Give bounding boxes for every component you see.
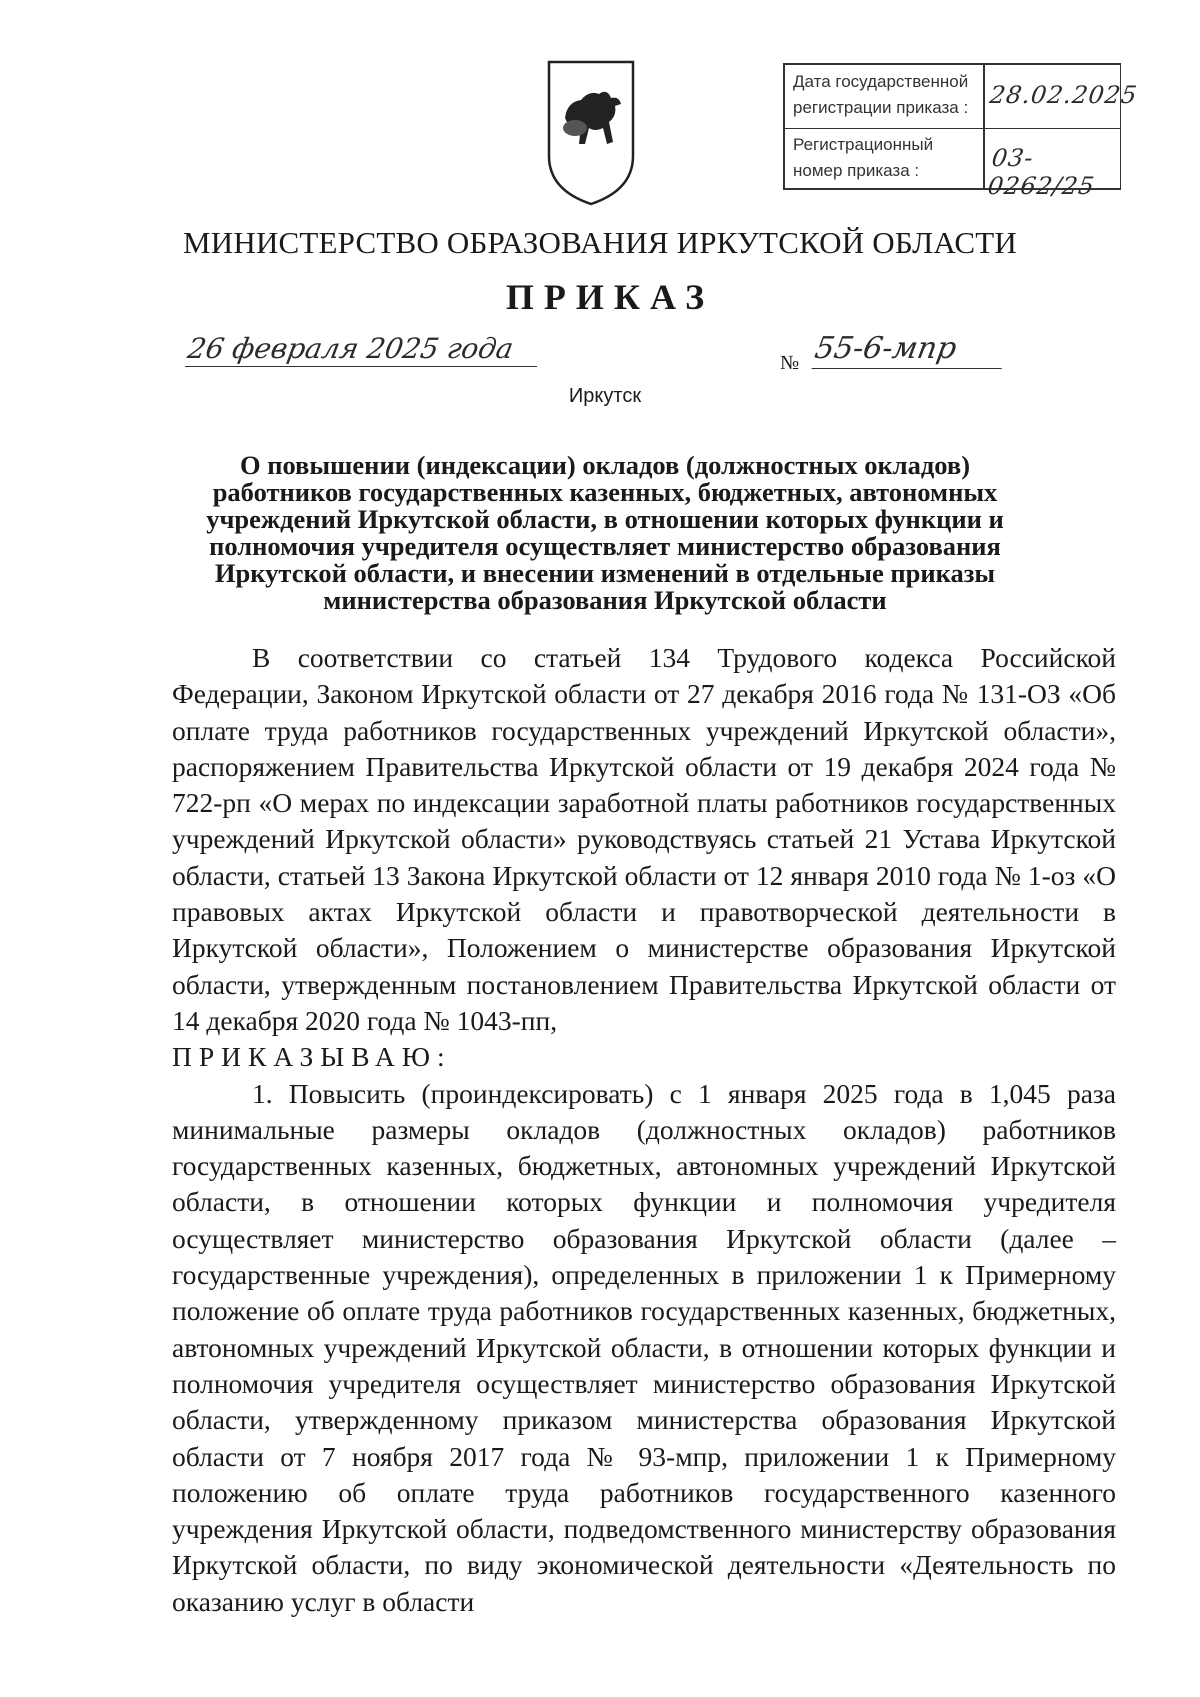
stamp-date-row	[785, 65, 1140, 129]
order-number-sign: №	[780, 352, 800, 374]
document-type-title: ПРИКАЗ	[505, 277, 715, 317]
command-word: ПРИКАЗЫВАЮ:	[172, 1041, 452, 1073]
order-number-handwritten: 55-6-мпр	[812, 330, 1009, 369]
city-name: Иркутск	[568, 385, 642, 407]
order-date-handwritten: 26 февраля 2025 года	[185, 332, 543, 367]
stamp-date-value: 28.02.2025	[988, 81, 1140, 109]
preamble-paragraph: В соответствии со статьей 134 Трудового кодекса Российской Федерации, Законом Иркутской области от 27 декабря 2016 года № 131-ОЗ «Об оплате труда работников государственных учреждений Иркутской области», распоряжением Правительства Иркутской области от 19 декабря 2024 года № 722-рп «О мерах по индексации заработной платы работников государственных учреждений Иркутской области» руководствуясь статьей 21 Устава Иркутской области, статьей 13 Закона Иркутской области от 12 января 2010 года № 1-оз «О правовых актах Иркутской области и правотворческой деятельности в Иркутской области», Положением о министерстве образования Иркутской области, утвержденным постановлением Правительства Иркутской области от 14 декабря 2020 года № 1043-пп,	[172, 642, 1116, 1036]
registration-stamp	[783, 63, 1140, 200]
stamp-number-label: Регистрационный номер приказа :	[793, 135, 934, 180]
order-subject-heading: О повышении (индексации) окладов (должностных окладов) работников государственных казенных, бюджетных, автономных учреждений Иркутской области, в отношении которых функции и полномочия учредителя осуществляет министерство образования Иркутской области, и внесении изменений в отдельные приказы министерства образования Иркутской области	[206, 450, 1004, 615]
order-body	[172, 640, 1116, 1620]
stamp-date-label: Дата государственной регистрации приказа :	[793, 72, 969, 117]
stamp-number-value: 03-0262/25	[986, 144, 1097, 200]
ministry-name: МИНИСТЕРСТВО ОБРАЗОВАНИЯ ИРКУТСКОЙ ОБЛАСТИ	[183, 225, 1017, 260]
stamp-number-row	[785, 128, 1120, 200]
item-1-paragraph: 1. Повысить (проиндексировать) с 1 января 2025 года в 1,045 раза минимальные размеры окладов (должностных окладов) работников государственных казенных, бюджетных, автономных учреждений Иркутской области, в отношении которых функции и полномочия учредителя осуществляет министерство образования Иркутской области (далее – государственные учреждения), определенных в приложении 1 к Примерному положение об оплате труда работников государственных казенных, бюджетных, автономных учреждений Иркутской области, в отношении которых функции и полномочия учредителя осуществляет министерство образования Иркутской области, утвержденному приказом министерства образования Иркутской области от 7 ноября 2017 года № 93-мпр, приложении 1 к Примерному положению об оплате труда работников государственного казенного учреждения Иркутской области, подведомственного министерству образования Иркутской области, по виду экономической деятельности «Деятельность по оказанию услуг в области	[172, 1077, 1116, 1617]
coat-of-arms-emblem	[545, 58, 637, 208]
